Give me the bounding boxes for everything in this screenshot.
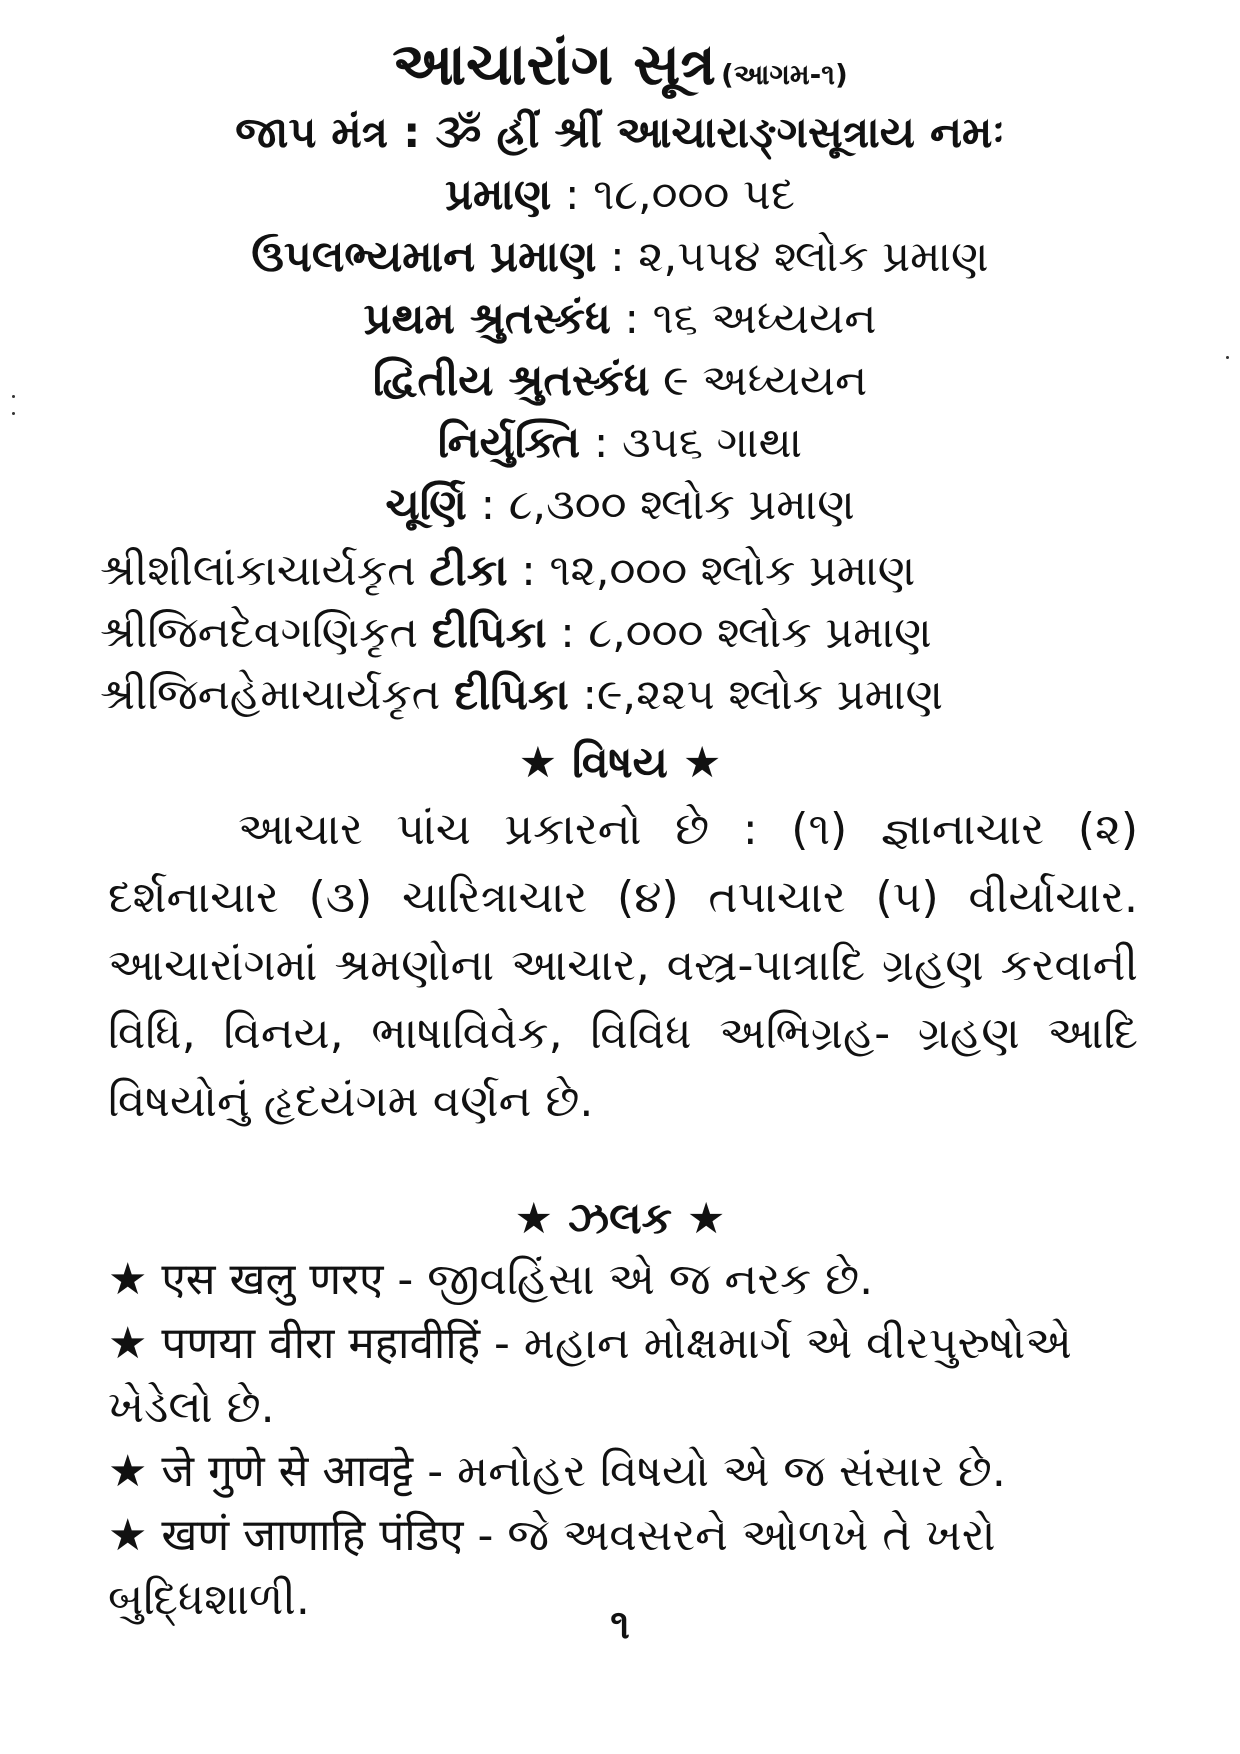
- stat-value: ૧૮,૦૦૦ પદ: [593, 170, 795, 220]
- subject-paragraph: આચાર પાંચ પ્રકારનો છે : (૧) જ્ઞાનાચાર (૨) દર્શનાચાર (૩) ચારિત્રાચાર (૪) તપાચાર (૫) વીર્યાચાર. આચારાંગમાં શ્રમણોના આચાર, વસ્ત્ર-પાત્રાદિ ગ્રહણ કરવાની વિધિ, વિનય, ભાષાવિવેક, વિવિધ અભિગ્રહ- ગ્રહણ આદિ વિષયોનું હૃદયંગમ વર્ણન છે.: [108, 804, 1138, 1127]
- stat-value: ૩૫૬ ગાથા: [622, 418, 803, 468]
- commentary-row: શ્રીશીલાંકાચાર્યકૃત ટીકા : ૧૨,૦૦૦ શ્લોક પ્રમાણ: [100, 546, 916, 596]
- stat-row: ચૂર્ણિ : ૮,૩૦૦ શ્લોક પ્રમાણ: [385, 480, 855, 530]
- page-title: આચારાંગ સૂત્ર: [392, 30, 716, 98]
- commentary-row: શ્રીજિનદેવગણિકૃત દીપિકા : ૮,૦૦૦ શ્લોક પ્રમાણ: [100, 608, 932, 658]
- page-number: ૧: [610, 1602, 630, 1648]
- title-row: [100, 30, 1140, 99]
- stat-label: ચૂર્ણિ: [385, 480, 467, 530]
- glimpse-item: ★ एस खलु णरए - જીવહિંસા એ જ નરક છે.: [108, 1254, 874, 1305]
- stat-label: પ્રમાણ: [445, 170, 552, 220]
- commentary-label: દીપિકા: [453, 670, 569, 720]
- stat-label: નિર્યુક્તિ: [437, 418, 581, 468]
- stat-row: પ્રથમ શ્રુતસ્કંધ : ૧૬ અધ્યયન: [363, 294, 877, 344]
- glimpse-item: ★ पणया वीरा महावीहिं - મહાન મોક્ષમાર્ગ એ વીરપુરુષોએ ખેડેલો છે.: [108, 1318, 1072, 1433]
- stat-value: ૨,૫૫૪ શ્લોક પ્રમાણ: [638, 232, 989, 282]
- stat-row: પ્રમાણ : ૧૮,૦૦૦ પદ: [445, 170, 795, 220]
- stat-row: [100, 356, 1140, 406]
- glimpse-item: ★ जे गुणे से आवट्टे - મનોહર વિષયો એ જ સંસાર છે.: [108, 1446, 1006, 1497]
- stat-row: નિર્યુક્તિ : ૩૫૬ ગાથા: [437, 418, 803, 468]
- stat-value: ૯ અધ્યયન: [663, 356, 868, 406]
- scan-speck: [12, 412, 15, 415]
- commentary-label: ટીકા: [429, 546, 508, 596]
- scan-speck: [12, 395, 15, 398]
- agam-tag: (આગમ-૧): [721, 58, 848, 91]
- jap-mantra: જાપ મંત્ર : ૐ હ્રીં શ્રીં આચારાઙ્ગસૂત્રાય નમઃ: [235, 108, 1005, 158]
- subject-heading: ★ વિષય ★: [518, 738, 722, 788]
- glimpse-heading: ★ ઝલક ★: [514, 1194, 726, 1244]
- commentary-label: દીપિકા: [431, 608, 547, 658]
- stat-label: ઉપલભ્યમાન પ્રમાણ: [251, 232, 597, 282]
- stat-label: પ્રથમ શ્રુતસ્કંધ: [363, 294, 611, 344]
- glimpse-item: ★ खणं जाणाहि पंडिए - જે અવસરને ઓળખે તે ખરો બુદ્ધિશાળી.: [108, 1510, 996, 1625]
- stat-row: ઉપલભ્યમાન પ્રમાણ : ૨,૫૫૪ શ્લોક પ્રમાણ: [251, 232, 989, 282]
- commentary-row: શ્રીજિનહેમાચાર્યકૃત દીપિકા :૯,૨૨૫ શ્લોક પ્રમાણ: [100, 670, 943, 720]
- stat-label: દ્વિતીય શ્રુતસ્કંધ: [372, 356, 650, 406]
- stat-value: ૮,૩૦૦ શ્લોક પ્રમાણ: [508, 480, 855, 530]
- stat-value: ૧૬ અધ્યયન: [652, 294, 877, 344]
- scan-speck: [1226, 356, 1229, 359]
